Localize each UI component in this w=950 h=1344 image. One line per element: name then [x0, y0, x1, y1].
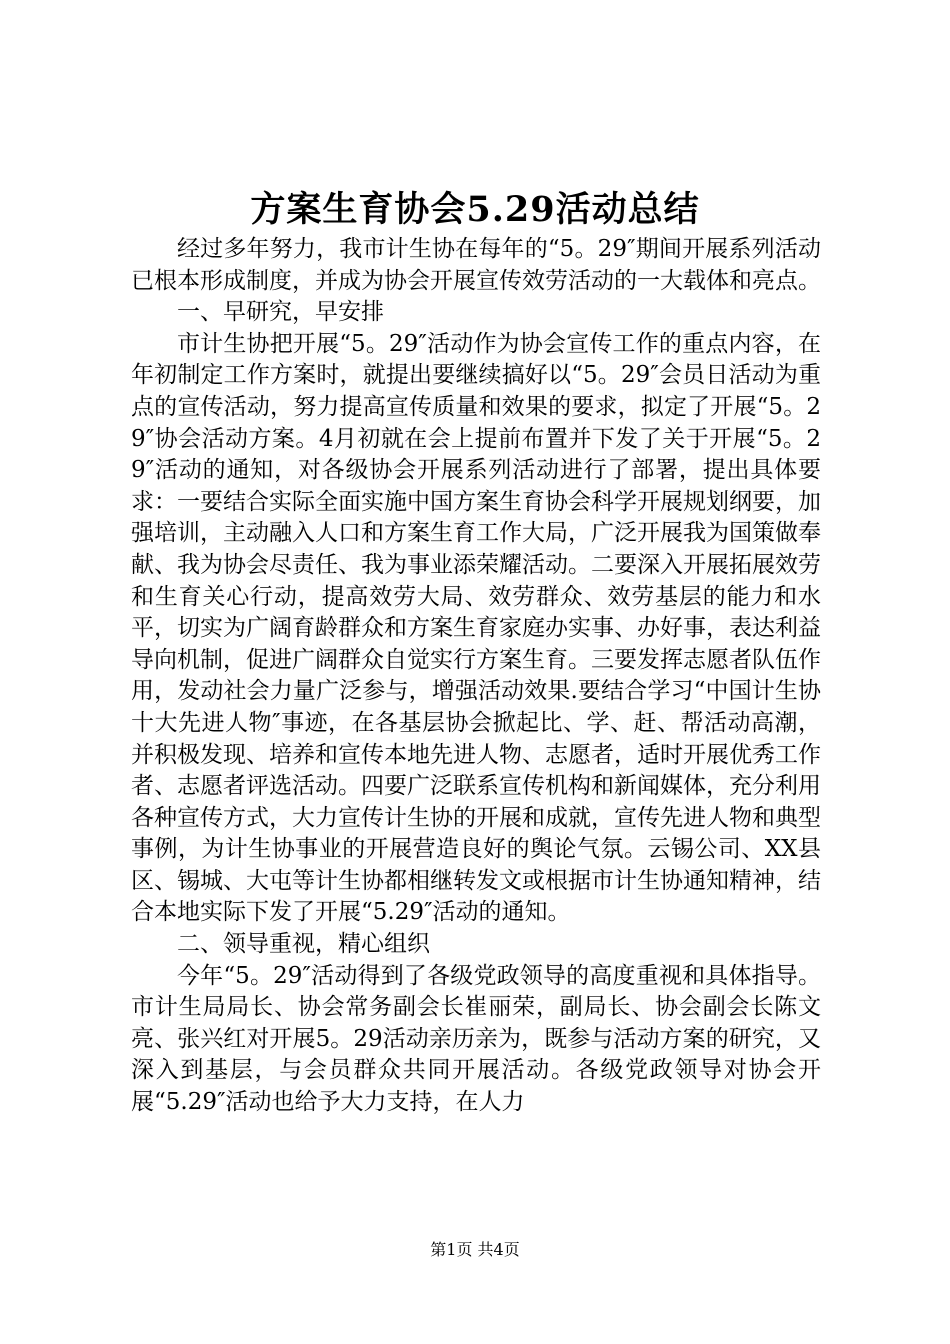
section-1-paragraph: 市计生协把开展“5。29″活动作为协会宣传工作的重点内容，在年初制定工作方案时，就提出要继续搞好以“5。29″会员日活动为重点的宣传活动，努力提高宣传质量和效果的要求，拟定了开展“5。29″协会活动方案。4月初就在会上提前布置并下发了关于开展“5。29″活动的通知，对各级协会开展系列活动进行了部署，提出具体要求：一要结合实际全面实施中国方案生育协会科学开展规划纲要，加强培训，主动融入人口和方案生育工作大局，广泛开展我为国策做奉献、我为协会尽责任、我为事业添荣耀活动。二要深入开展拓展效劳和生育关心行动，提高效劳大局、效劳群众、效劳基层的能力和水平，切实为广阔育龄群众和方案生育家庭办实事、办好事，表达利益导向机制，促进广阔群众自觉实行方案生育。三要发挥志愿者队伍作用，发动社会力量广泛参与，增强活动效果.要结合学习“中国计生协十大先进人物″事迹，在各基层协会掀起比、学、赶、帮活动高潮，并积极发现、培养和宣传本地先进人物、志愿者，适时开展优秀工作者、志愿者评选活动。四要广泛联系宣传机构和新闻媒体，充分利用各种宣传方式，大力宣传计生协的开展和成就，宣传先进人物和典型事例，为计生协事业的开展营造良好的舆论气氛。云锡公司、XX县区、锡城、大屯等计生协都相继转发文或根据市计生协通知精神，结合本地实际下发了开展“5.29″活动的通知。 — [131, 330, 821, 926]
intro-paragraph: 经过多年努力，我市计生协在每年的“5。29″期间开展系列活动已根本形成制度，并成为协会开展宣传效劳活动的一大载体和亮点。 — [131, 236, 821, 294]
section-2-paragraph: 今年“5。29″活动得到了各级党政领导的高度重视和具体指导。市计生局局长、协会常务副会长崔丽荣，副局长、协会副会长陈文亮、张兴红对开展5。29活动亲历亲为，既参与活动方案的研究，又深入到基层，与会员群众共同开展活动。各级党政领导对协会开展“5.29″活动也给予大力支持，在人力 — [131, 962, 821, 1116]
document-title: 方案生育协会5.29活动总结 — [250, 189, 700, 230]
page-footer: 第1页 共4页 — [430, 1240, 520, 1259]
section-heading-2: 二、领导重视，精心组织 — [177, 931, 430, 958]
section-heading-1: 一、早研究，早安排 — [177, 299, 384, 326]
document-body — [131, 234, 821, 1119]
